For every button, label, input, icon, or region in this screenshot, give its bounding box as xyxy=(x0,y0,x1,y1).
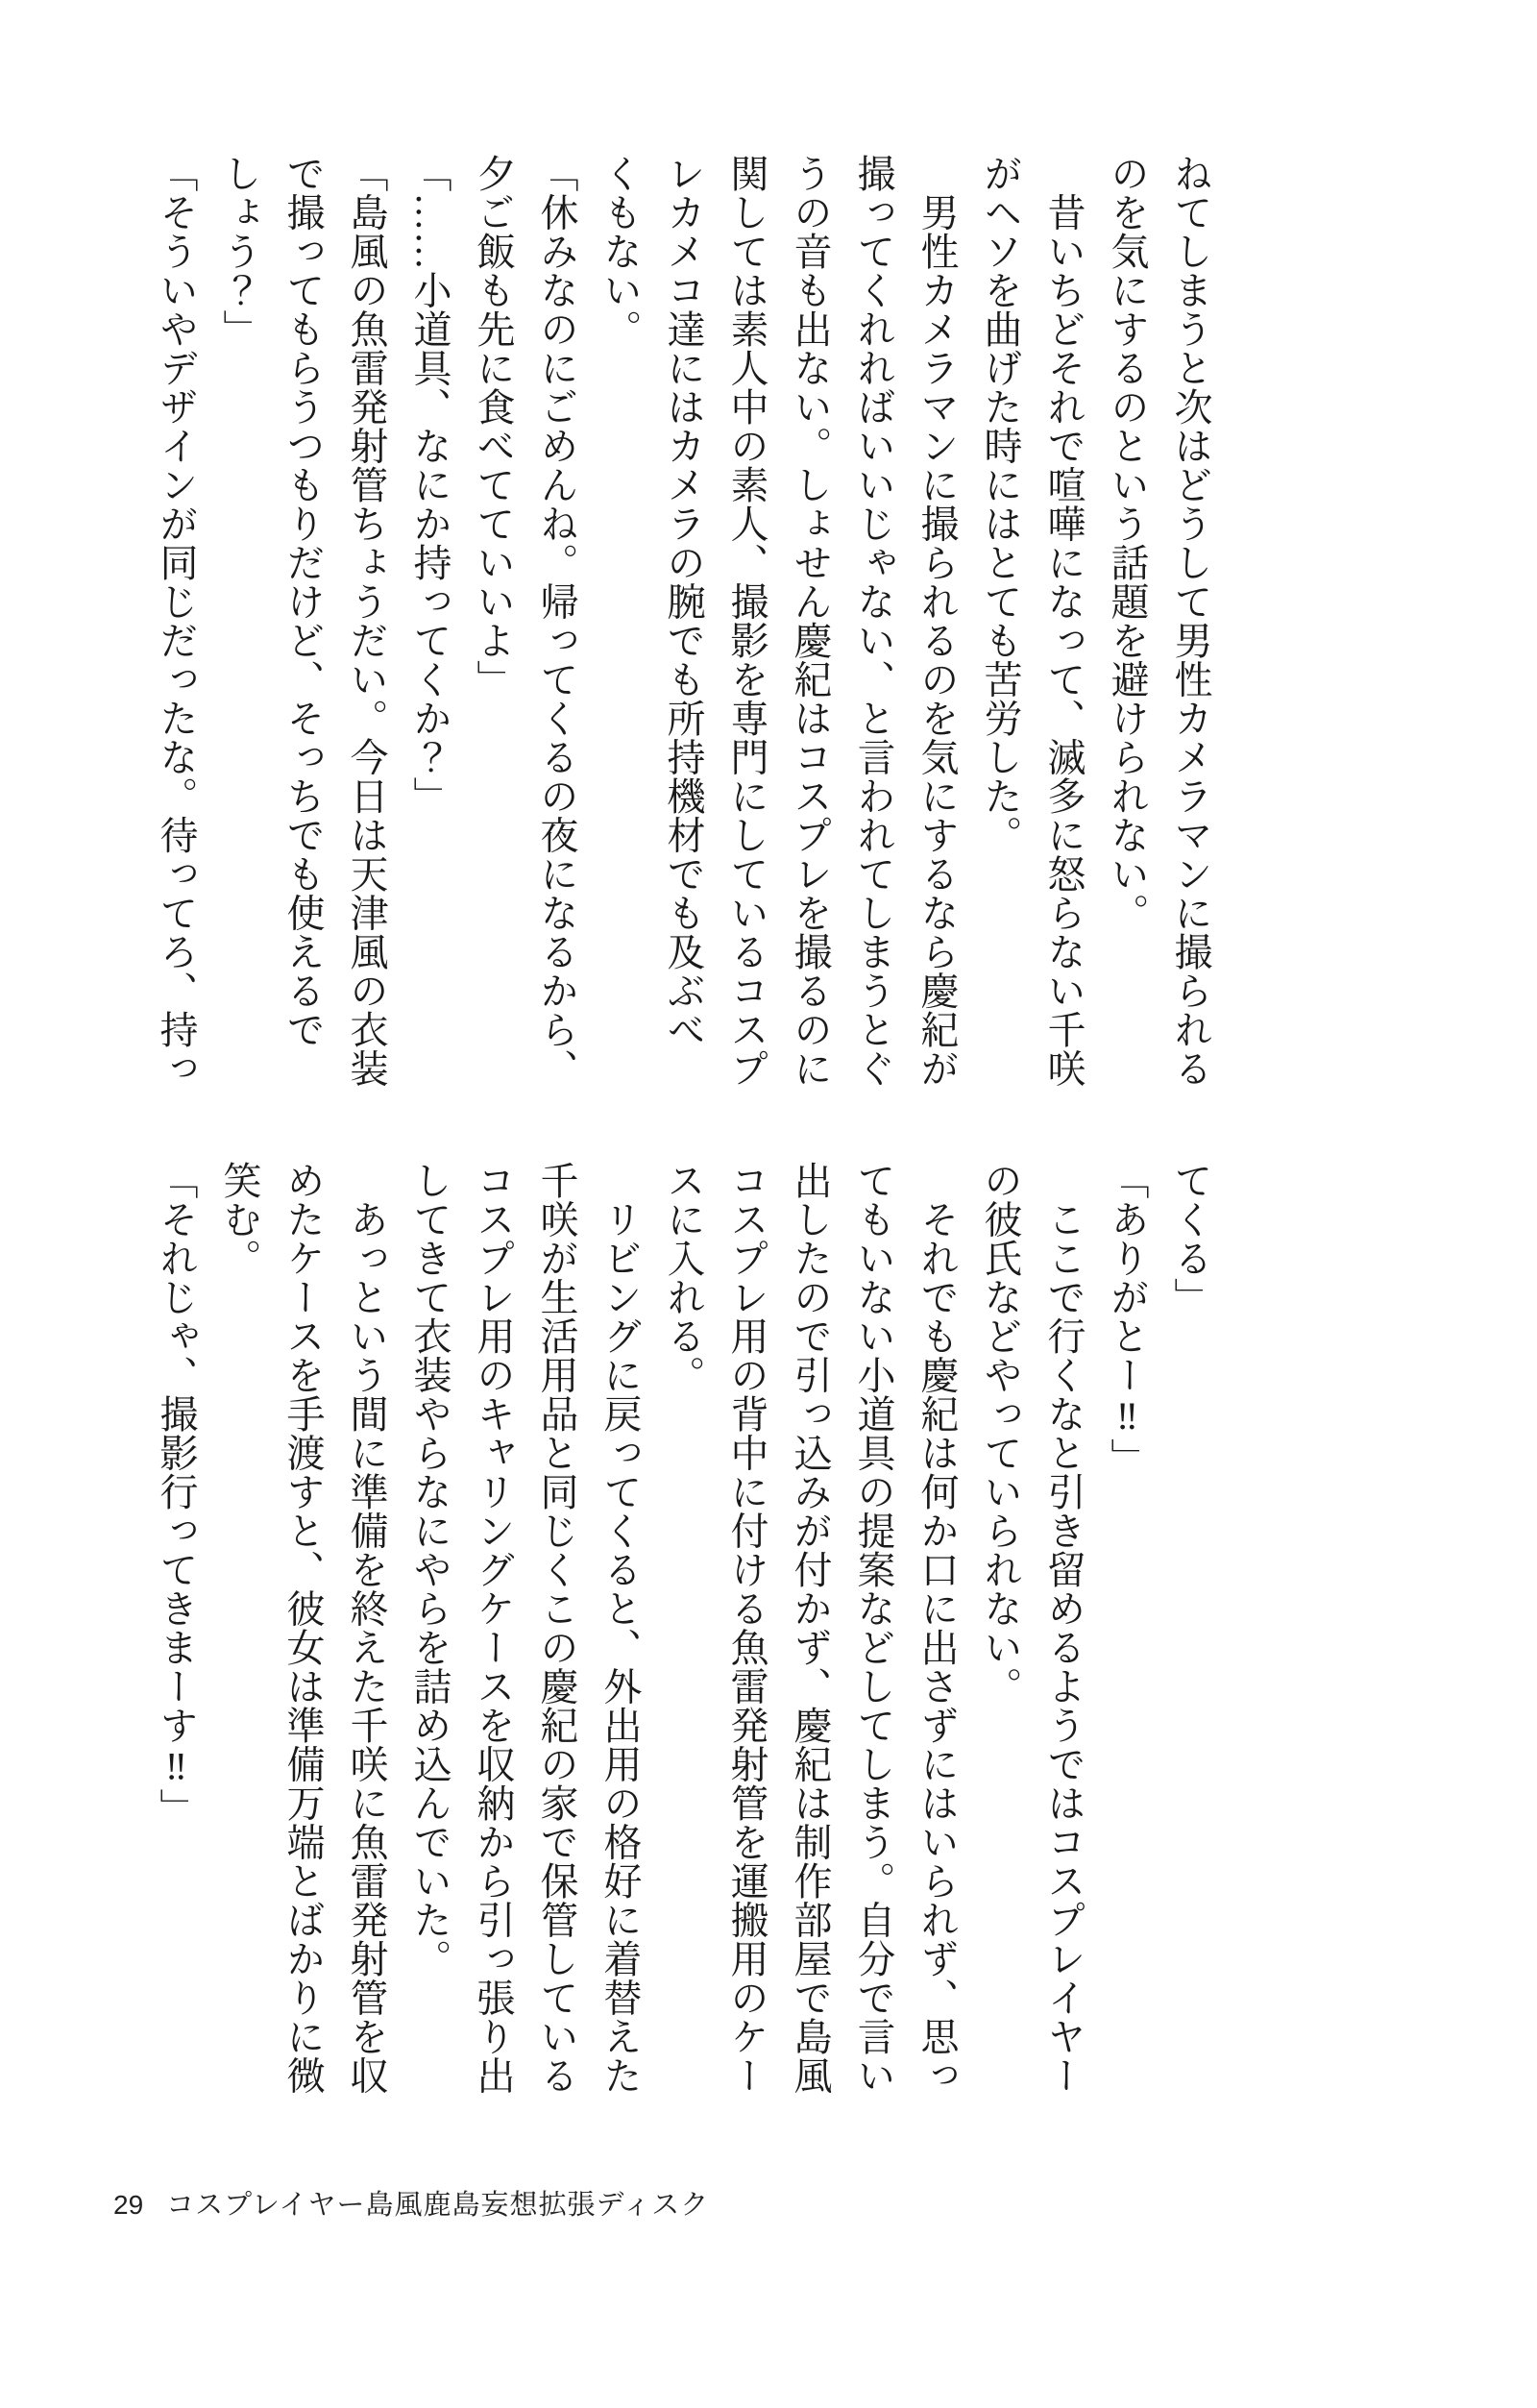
text-column: 「島風の魚雷発射管ちょうだい。今日は天津風の衣装 xyxy=(345,154,388,1088)
text-column: で撮ってもらうつもりだけど、そっちでも使えるで xyxy=(281,154,325,1049)
text-column: リビングに戻ってくると、外出用の格好に着替えた xyxy=(598,1161,642,2095)
text-column: 「ありがとー‼」 xyxy=(1106,1161,1149,1477)
text-column: スに入れる。 xyxy=(662,1161,705,1394)
text-column: 夕ご飯も先に食べてていいよ」 xyxy=(472,154,515,699)
text-column: あっという間に準備を終えた千咲に魚雷発射管を収 xyxy=(345,1161,388,2095)
text-column: ねてしまうと次はどうして男性カメラマンに撮られる xyxy=(1169,154,1212,1088)
text-column: がヘソを曲げた時にはとても苦労した。 xyxy=(979,154,1022,854)
text-column: てくる」 xyxy=(1169,1161,1212,1316)
text-column: のを気にするのという話題を避けられない。 xyxy=(1106,154,1149,932)
text-column: 男性カメラマンに撮られるのを気にするなら慶紀が xyxy=(915,154,959,1088)
text-column: それでも慶紀は何か口に出さずにはいられず、思っ xyxy=(915,1161,959,2095)
text-column: 千咲が生活用品と同じくこの慶紀の家で保管している xyxy=(535,1161,578,2095)
text-column: 笑む。 xyxy=(218,1161,261,1278)
text-column: レカメコ達にはカメラの腕でも所持機材でも及ぶべ xyxy=(662,154,705,1049)
text-column: 関しては素人中の素人、撮影を専門にしているコスプ xyxy=(725,154,768,1088)
book-title: コスプレイヤー島風鹿島妄想拡張ディスク xyxy=(166,2190,710,2221)
text-column: してきて衣装やらなにやらを詰め込んでいた。 xyxy=(408,1161,451,1978)
page-footer xyxy=(113,2183,709,2223)
text-column: コスプレ用の背中に付ける魚雷発射管を運搬用のケー xyxy=(725,1161,768,2095)
text-column: の彼氏などやっていられない。 xyxy=(979,1161,1022,1706)
text-column: コスプレ用のキャリングケースを収納から引っ張り出 xyxy=(472,1161,515,2095)
text-column: しょう？」 xyxy=(218,154,261,349)
text-column: てもいない小道具の提案などしてしまう。自分で言い xyxy=(852,1161,895,2095)
page-number: 29 xyxy=(113,2190,144,2220)
text-column: 「休みなのにごめんね。帰ってくるの夜になるから、 xyxy=(535,154,578,1088)
text-column: 「……小道具、なにか持ってくか？」 xyxy=(408,154,451,816)
text-column: 「そういやデザインが同じだったな。待ってろ、持っ xyxy=(155,154,198,1088)
text-column: 「それじゃ、撮影行ってきまーす‼」 xyxy=(155,1161,198,1828)
paragraph-block-top xyxy=(144,154,1222,1124)
text-column: 撮ってくれればいいじゃない、と言われてしまうとぐ xyxy=(852,154,895,1088)
text-column: 昔いちどそれで喧嘩になって、滅多に怒らない千咲 xyxy=(1042,154,1086,1088)
text-column: ここで行くなと引き留めるようではコスプレイヤー xyxy=(1042,1161,1086,2095)
text-column: めたケースを手渡すと、彼女は準備万端とばかりに微 xyxy=(281,1161,325,2095)
text-column: くもない。 xyxy=(598,154,642,349)
paragraph-block-bottom xyxy=(144,1161,1222,2131)
text-column: 出したので引っ込みが付かず、慶紀は制作部屋で島風 xyxy=(789,1161,832,2095)
text-column: うの音も出ない。しょせん慶紀はコスプレを撮るのに xyxy=(789,154,832,1088)
